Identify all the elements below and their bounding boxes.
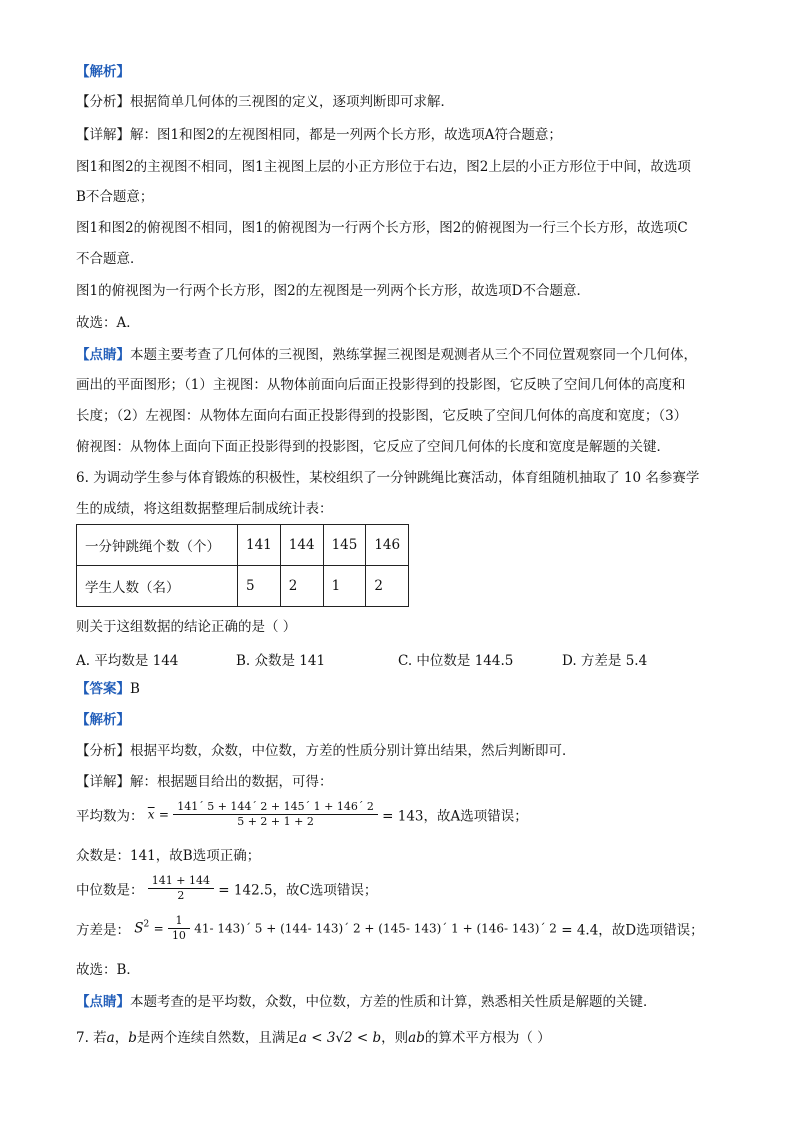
table-row	[77, 525, 409, 566]
fenxi-text: 根据简单几何体的三视图的定义，逐项判断即可求解．	[130, 94, 454, 110]
option-c: C. 中位数是 144.5	[398, 653, 514, 669]
xiangjie-line-1: 【详解】解：图1和图2的左视图相同，都是一列两个长方形，故选项A符合题意；	[76, 127, 562, 143]
option-d: D. 方差是 5.4	[562, 653, 648, 669]
mean-fraction: $\frac{141´ 5 + 144´ 2 + 145´ 1 + 146´ 2}{5 + 2 + 1 + 2}$	[173, 800, 378, 829]
dianjing-line-3: 长度；（2）左视图：从物体左面向右面正投影得到的投影图，它反映了空间几何体的高度和宽度；（3）	[76, 408, 688, 424]
xiangjie-line-5: 不合题意．	[76, 251, 144, 267]
fenxi-line-6: 【分析】根据平均数，众数，中位数，方差的性质分别计算出结果，然后判断即可．	[76, 743, 576, 759]
dianjing-tag: 【点睛】	[76, 347, 130, 363]
fenxi-line	[76, 92, 724, 112]
dianjing-line-4: 俯视图：从物体上面向下面正投影得到的投影图，它反应了空间几何体的长度和宽度是解题的关键．	[76, 439, 670, 455]
mode-line: 众数是：141，故B选项正确；	[76, 848, 261, 864]
median-formula: 中位数是： $\frac{141 + 144}{2}$ = 142.5，故C选项错误；	[76, 874, 378, 902]
x-bar: $\overline{x}$	[147, 807, 155, 822]
dianjing-line-6: 【点睛】本题考查的是平均数，众数，中位数，方差的性质和计算，熟悉相关性质是解题的关键．	[76, 994, 657, 1010]
table-cell: 145	[323, 525, 366, 566]
variance-formula: 方差是： $S^2$ = $\frac{1}{10}$ 41- 143)´ 5 + (144- 143)´ 2 + (145- 143)´ 1 + (146- 143)´ 2 = 4.4，故D选项错误；	[76, 914, 704, 942]
table-header-cell: 一分钟跳绳个数（个）	[77, 525, 238, 566]
xiangjie-line-2: 图1和图2的主视图不相同，图1主视图上层的小正方形位于右边，图2上层的小正方形位于中间，故选项	[76, 159, 691, 175]
table-cell: 146	[366, 525, 409, 566]
option-a: A. 平均数是 144	[76, 653, 179, 669]
table-cell: 2	[366, 566, 409, 607]
jiexi-heading: 【解析】	[76, 64, 130, 80]
stats-table	[76, 524, 409, 607]
question6-prompt: 则关于这组数据的结论正确的是（ ）	[76, 619, 297, 635]
table-row	[77, 566, 409, 607]
xiangjie-line-3: B不合题意；	[76, 189, 154, 205]
fenxi-tag: 【分析】	[76, 94, 130, 110]
answer-line	[76, 679, 724, 699]
question6-stem-1: 6. 为调动学生参与体育锻炼的积极性，某校组织了一分钟跳绳比赛活动，体育组随机抽取了 10 名参赛学	[76, 470, 700, 486]
table-cell: 1	[323, 566, 366, 607]
variance-fraction: $\frac{1}{10}$	[168, 914, 190, 943]
question6-stem-2: 生的成绩，将这组数据整理后制成统计表：	[76, 501, 333, 517]
answer-value: B	[130, 681, 140, 697]
xiangjie-line-6: 图1的俯视图为一行两个长方形，图2的左视图是一列两个长方形，故选项D不合题意．	[76, 283, 591, 299]
dianjing-line-2: 画出的平面图形；（1）主视图：从物体前面向后面正投影得到的投影图，它反映了空间几何体的高度和	[76, 377, 686, 393]
xiangjie-line-6a: 【详解】解：根据题目给出的数据，可得：	[76, 774, 333, 790]
jiexi-heading-6: 【解析】	[76, 712, 130, 728]
guxuan-line: 故选：A．	[76, 315, 140, 331]
median-fraction: $\frac{141 + 144}{2}$	[148, 874, 214, 903]
table-cell: 2	[280, 566, 323, 607]
guxuan-line-6: 故选：B．	[76, 962, 140, 978]
xiangjie-line-4: 图1和图2的俯视图不相同，图1的俯视图为一行两个长方形，图2的俯视图为一行三个长方形，故选项C	[76, 220, 688, 236]
mean-formula: 平均数为： $\overline{x}$ = $\frac{141´ 5 + 144´ 2 + 145´ 1 + 146´ 2}{5 + 2 + 1 + 2}$ = 143，故A选项错误；	[76, 800, 528, 828]
dianjing-line-1: 【点睛】本题主要考查了几何体的三视图，熟练掌握三视图是观测者从三个不同位置观察同一个几何体，	[76, 347, 697, 363]
table-cell: 141	[238, 525, 281, 566]
answer-tag: 【答案】	[76, 681, 130, 697]
question7-stem: 7. 若a，b是两个连续自然数，且满足a < 3√2 < b，则ab的算术平方根为（ ）	[76, 1030, 551, 1046]
table-cell: 5	[238, 566, 281, 607]
table-header-cell: 学生人数（名）	[77, 566, 238, 607]
option-b: B. 众数是 141	[236, 653, 326, 669]
inequality: a < 3√2 < b	[298, 1030, 382, 1046]
table-cell: 144	[280, 525, 323, 566]
xiangjie-tag: 【详解】	[76, 127, 130, 143]
